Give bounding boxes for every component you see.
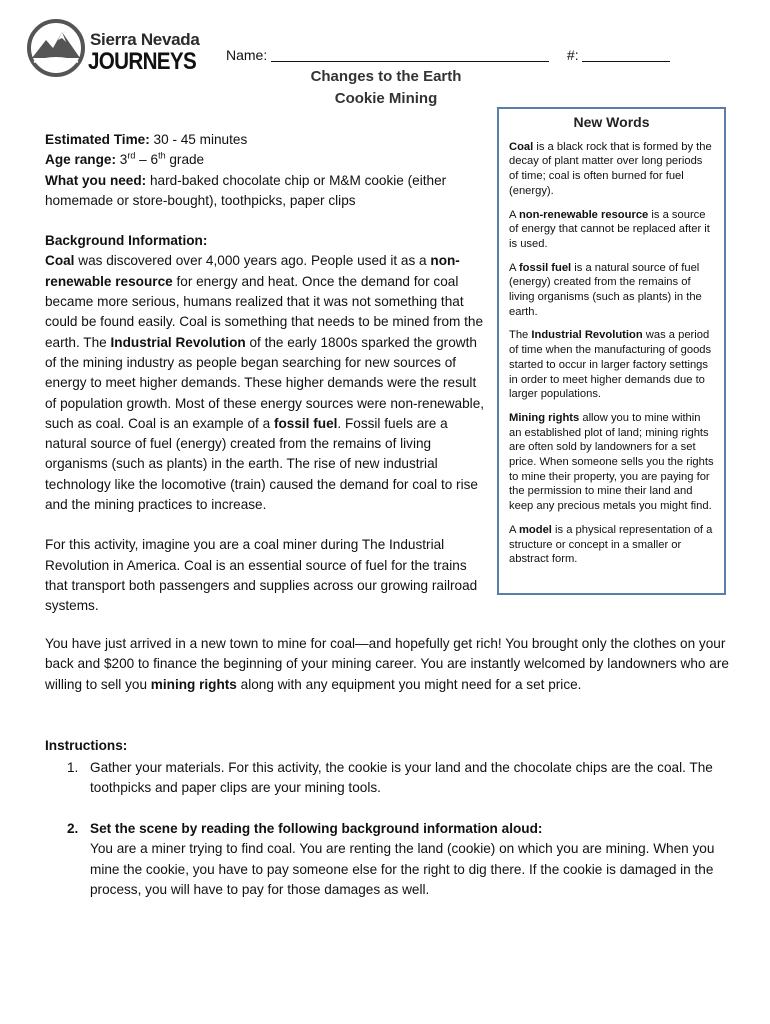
step-body [90,819,735,900]
word-pre: A [509,261,519,274]
step-text: You are a miner trying to find coal. You are renting the land (cookie) on which you are mining. When you mine the cookie, you have to pay someone else for the right to dig there. If the cookie is damaged in the process, you will have to pay for those damages as well. [90,841,715,897]
word-term: fossil fuel [518,261,572,274]
arrival-text-2: along with any equipment you might need for a set price. [236,676,582,692]
word-term: Industrial Revolution [531,329,643,342]
age-unit: grade [165,152,205,168]
bg-text-4: . Fossil fuels are a natural source of fuel (energy) created from the remains of living organisms (such as plants) in the earth. The rise of new industrial technology like the locomotive (train) caused the demand for coal to rise and the mining practices to increase. [45,415,478,513]
word-def: is a physical representation of a structure or concept in a smaller or abstract form. [509,523,713,566]
logo [26,18,200,82]
number-blank[interactable] [582,47,670,62]
step-text: Gather your materials. For this activity, the cookie is your land and the chocolate chips are the coal. The toothpicks and paper clips are your mining tools. [90,760,713,796]
word-pre: The [509,329,532,342]
background-paragraph-1 [45,251,490,515]
age-label: Age range: [45,152,117,168]
step-number: 2. [67,821,79,836]
background-heading [45,231,490,251]
word-term: model [518,523,552,536]
logo-line-1: Sierra Nevada [90,30,200,49]
word-def: is a source of energy that cannot be replaced after it is used. [509,208,710,250]
term-industrial-revolution: Industrial Revolution [110,334,246,350]
title-line-1: Changes to the Earth [310,68,462,85]
title-line-2: Cookie Mining [334,90,438,107]
word-industrial-revolution [509,328,714,402]
need-value: hard-baked chocolate chip or M&M cookie (either homemade or store-bought), toothpicks, paper clips [45,172,447,208]
term-fossil-fuel: fossil fuel [273,415,338,431]
background-heading-text: Background Information: [45,233,208,249]
word-pre: A [509,208,519,221]
new-words-heading: New Words [573,114,650,130]
name-label: Name: [226,47,268,63]
word-pre: A [509,523,519,536]
arrival-text-1: You have just arrived in a new town to mine for coal—and hopefully get rich! You brought only the clothes on your back and $200 to finance the beginning of your mining career. You are instantly welcomed by landowners who are willing to sell you [45,636,729,692]
age-from: 3 [119,152,128,168]
word-term: non-renewable resource [518,208,649,221]
background-paragraph-2: For this activity, imagine you are a coal miner during The Industrial Revolution in America. Coal is an essential source of fuel for the trains that transport both passengers and supplies across our growing railroad systems. [45,537,478,614]
word-fossil-fuel [509,261,714,320]
word-term: Coal [509,140,534,153]
word-model [509,523,714,567]
mountain-logo-icon [26,18,86,78]
term-coal: Coal [45,253,75,269]
word-non-renewable [509,208,714,252]
term-non-renewable: non-renewable resource [45,253,460,289]
bg-text-1: was discovered over 4,000 years ago. People used it as a [74,253,431,269]
need-label: What you need: [45,172,147,188]
age-range [45,150,490,170]
main-column [45,130,490,617]
word-def: allow you to mine within an established plot of land; mining rights are often sold by landowners for a set price. When someone sells you the rights to mine their property, you are paying for the permission to mine their land and keep any precious metals you might find. [509,411,714,513]
arrival-paragraph [45,634,735,695]
name-blank[interactable] [271,47,549,62]
page-title [246,66,526,110]
new-words-box [497,107,726,595]
time-label: Estimated Time: [45,132,150,147]
word-term: Mining rights [509,411,580,424]
instructions-heading: Instructions: [45,738,128,753]
bg-text-3: of the early 1800s sparked the growth of the mining industry as people began searching for new sources of energy to meet higher demands. These higher demands were the result of population growth. Most of these energy sources were non-renewable, such as coal. Coal is an example of a [45,334,485,431]
age-from-sup: rd [127,150,136,161]
logo-line-2: JOURNEYS [88,48,197,75]
step-number: 1. [67,760,79,775]
age-to-sup: th [158,150,166,161]
bg-text-2: for energy and heat. Once the demand for coal became more serious, humans realized that it was not something that could be found easily. Coal is something that needs to be mined from the earth. The [45,273,484,350]
materials [45,171,490,212]
time-value: 30 - 45 minutes [153,132,248,147]
age-to: 6 [150,152,159,168]
name-number-line [226,47,670,63]
word-def: is a black rock that is formed by the decay of plant matter over long periods of time; coal is often burned for fuel (energy). [509,140,712,197]
step-heading: Set the scene by reading the following background information aloud: [90,821,543,836]
term-mining-rights: mining rights [150,676,237,692]
word-def: is a natural source of fuel (energy) created from the remains of living organisms (such as plants) in the earth. [509,261,702,318]
number-label: #: [566,47,579,63]
age-dash: – [135,152,151,168]
word-def: was a period of time when the manufacturing of goods started to occur in larger factory settings in order to meet higher demands due to larger populations. [509,329,712,401]
estimated-time [45,130,490,150]
word-coal [509,140,714,199]
word-mining-rights [509,411,714,514]
